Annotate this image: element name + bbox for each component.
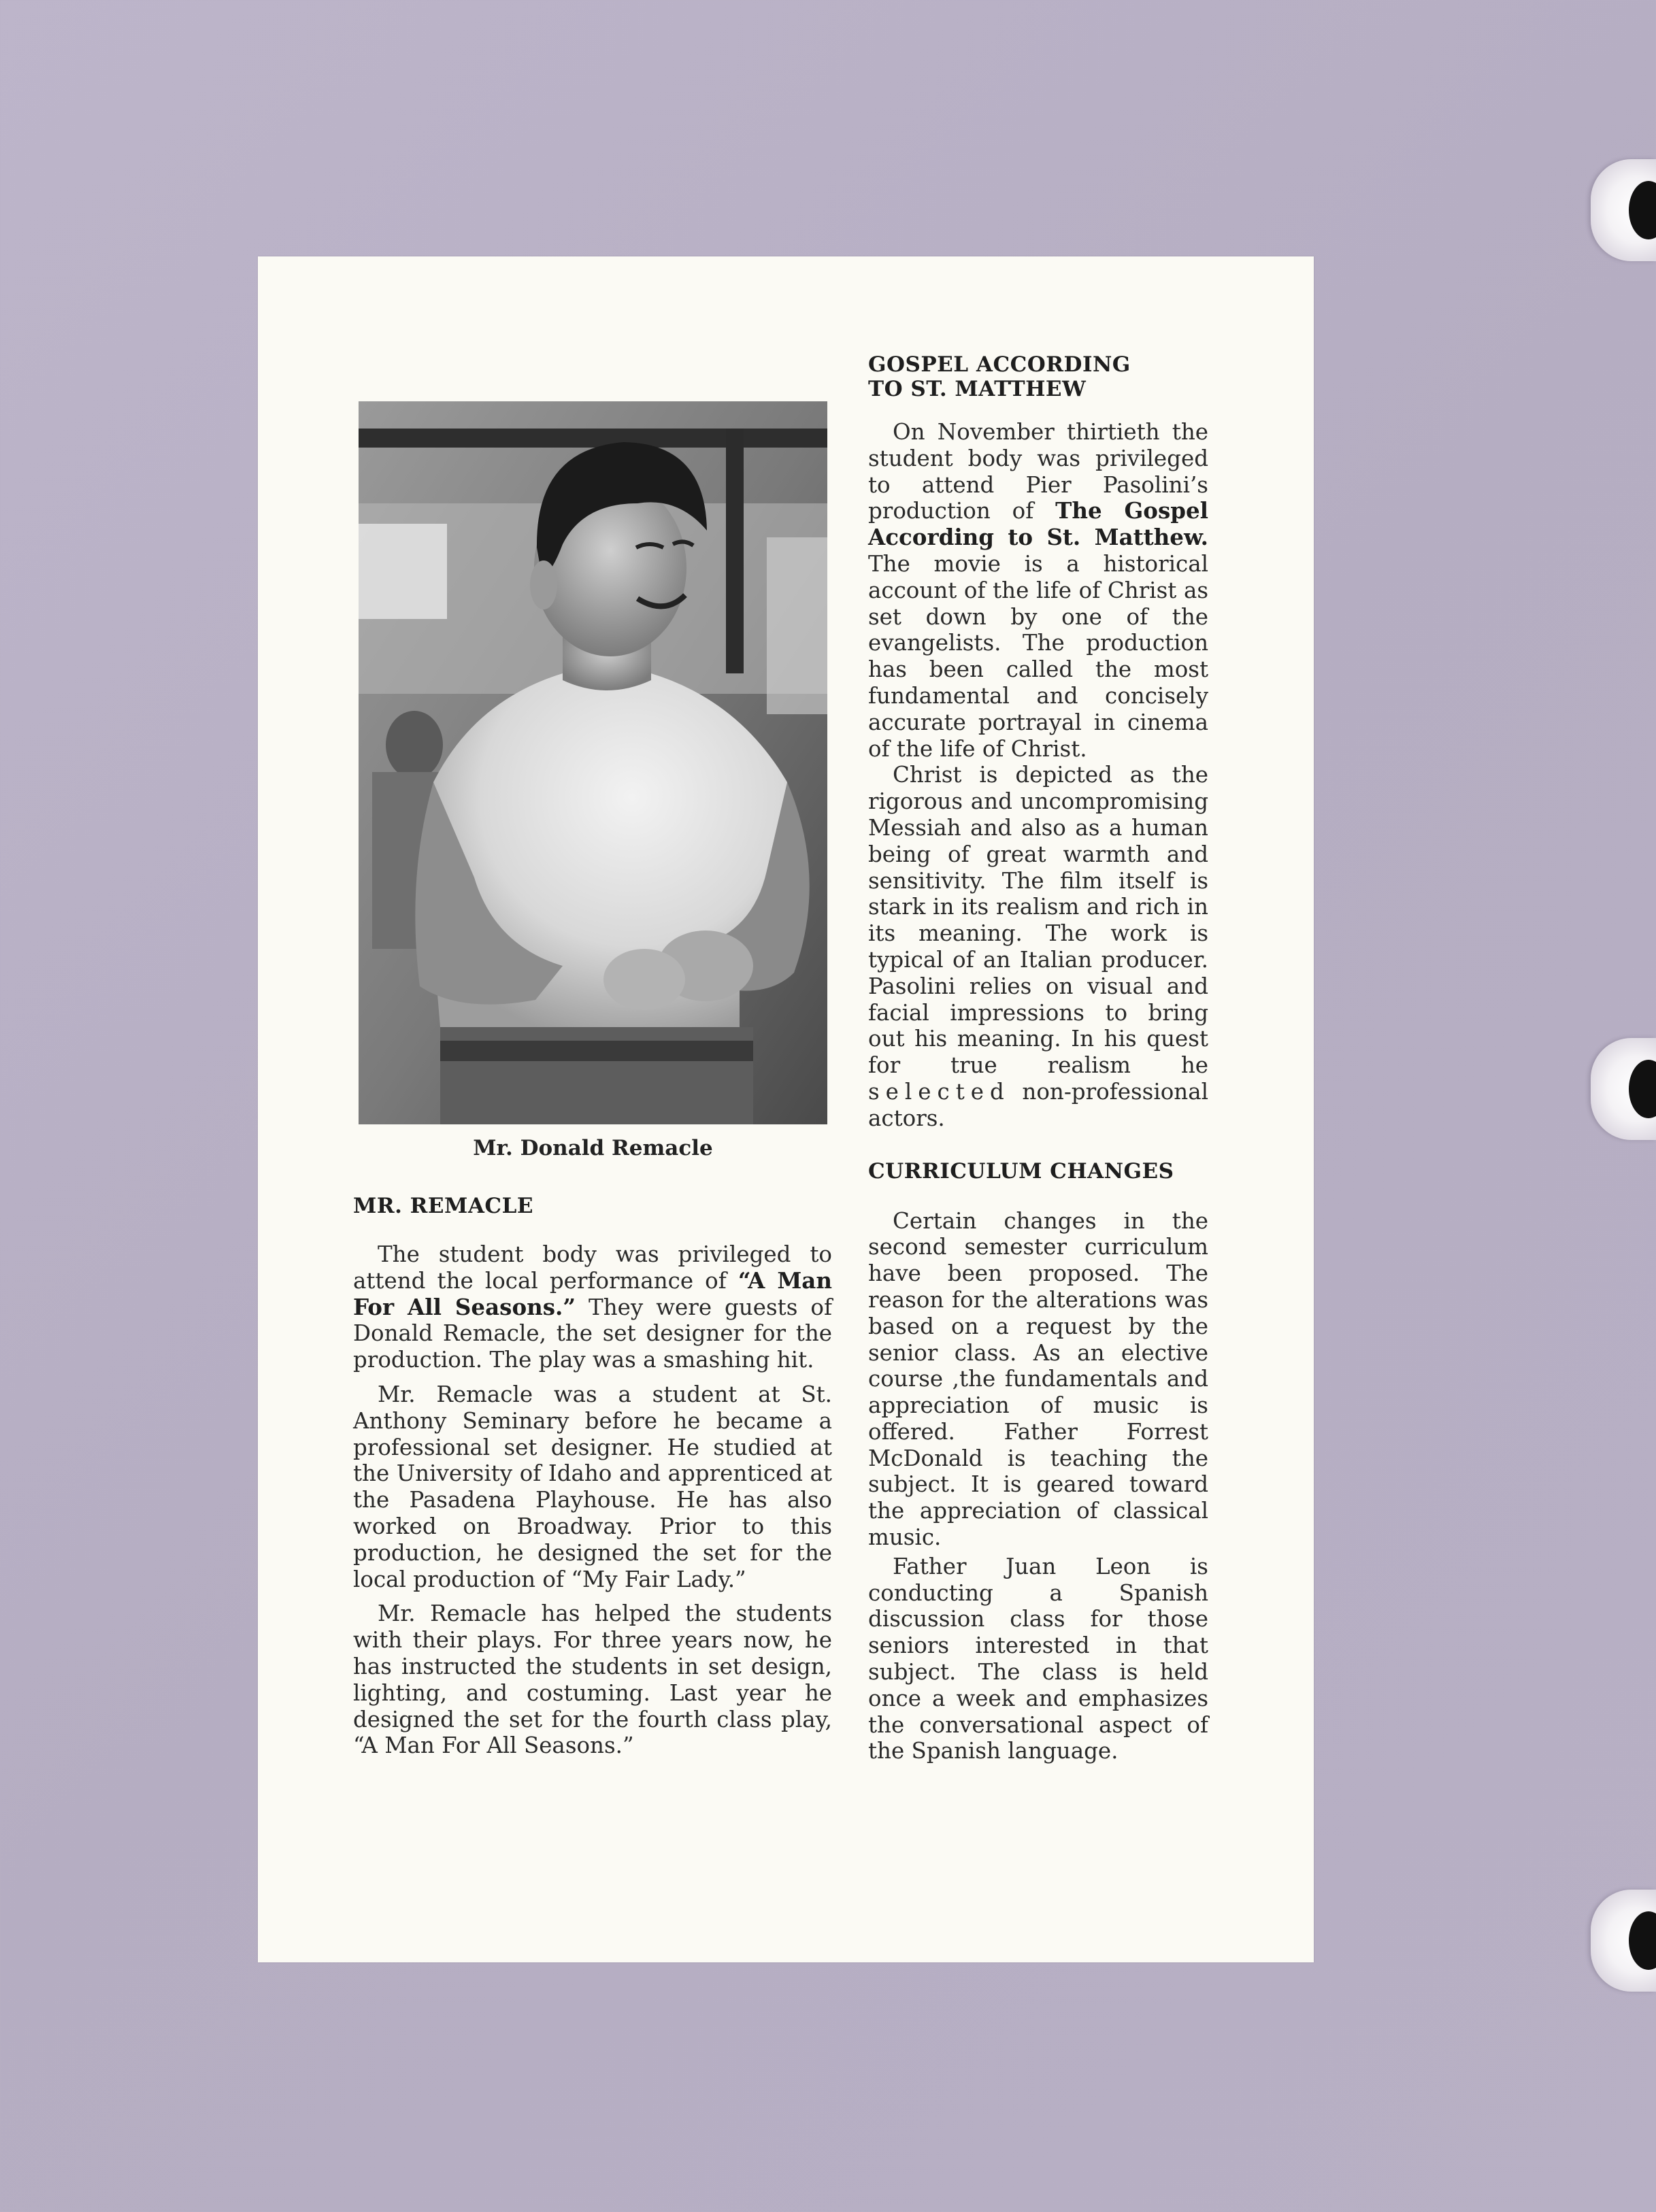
binder-hole-middle bbox=[1591, 1038, 1656, 1140]
left-column bbox=[353, 1194, 832, 1759]
photo-caption: Mr. Donald Remacle bbox=[473, 1136, 713, 1160]
curriculum-paragraph-1: Certain changes in the second semester curriculum have been proposed. The reason for the alterations was based on a request by the senior class. As an elective course ,the fundamentals and appreciation of music is offered. Father Forrest McDonald is teaching the subject. It is geared toward the appreciation of classical music. bbox=[868, 1207, 1208, 1551]
gospel-paragraph-2-text-b: non-professional actors. bbox=[868, 1078, 1208, 1131]
remacle-paragraph-3: Mr. Remacle has helped the students with their plays. For three years now, he has instructed the students in set design, lighting, and costuming. Last year he designed the set for the fourth class play, “A Man For All Seasons.” bbox=[353, 1601, 832, 1759]
section-heading-gospel bbox=[868, 352, 1208, 401]
binder-hole-bottom bbox=[1591, 1890, 1656, 1992]
binder-hole-shadow bbox=[1629, 1060, 1656, 1118]
remacle-paragraph-2: Mr. Remacle was a student at St. Anthony Seminary before he became a professional set designer. He studied at the University of Idaho and apprenticed at the Pasadena Playhouse. He has also worked on Broadway. Prior to this production, he designed the set for the local production of “My Fair Lady.” bbox=[353, 1381, 832, 1592]
remacle-paragraph-1-text-a: The student body was privileged to attend the local performance of bbox=[353, 1241, 832, 1294]
play-title-bold: “A Man For All Seasons.” bbox=[353, 1267, 832, 1320]
gospel-heading-line-1: GOSPEL ACCORDING bbox=[868, 352, 1131, 377]
binder-hole-top bbox=[1591, 159, 1656, 261]
curriculum-paragraph-2: Father Juan Leon is conducting a Spanish discussion class for those seniors interested in that subject. The class is held once a week and emphasizes the conversational aspect of the Spanish language. bbox=[868, 1553, 1208, 1764]
gospel-paragraph-1-text-a: On November thirtieth the student body was privileged to attend Pier Pasolini’s production of bbox=[868, 419, 1208, 524]
portrait-photo bbox=[359, 401, 827, 1124]
remacle-paragraph-1-text-b: They were guests of Donald Remacle, the set designer for the production. The play was a smashing hit. bbox=[353, 1294, 832, 1373]
film-title-bold: The Gospel According to St. Matthew. bbox=[868, 497, 1208, 551]
gospel-heading-line-2: TO ST. MATTHEW bbox=[868, 377, 1087, 401]
right-column bbox=[868, 352, 1208, 1764]
section-heading-curriculum: CURRICULUM CHANGES bbox=[868, 1158, 1174, 1184]
binder-hole-shadow bbox=[1629, 1911, 1656, 1970]
gospel-paragraph-2-text-a: Christ is depicted as the rigorous and uncompromising Messiah and also as a human being of great warmth and sensitivity. The film itself is stark in its realism and rich in its meaning. The work is typical of an Italian producer. Pasolini relies on visual and facial impressions to bring out his meaning. In his quest for true realism he bbox=[868, 762, 1208, 1079]
spaced-word-selected: selected bbox=[868, 1078, 1010, 1105]
gospel-paragraph-1 bbox=[868, 419, 1208, 762]
binder-hole-shadow bbox=[1629, 181, 1656, 239]
gospel-paragraph-2 bbox=[868, 762, 1208, 1131]
remacle-paragraph-1 bbox=[353, 1241, 832, 1373]
gospel-paragraph-1-text-b: The movie is a historical account of the life of Christ as set down by one of the evangelists. The production has been called the most fundamental and concisely accurate portrayal in cinema of the life of Christ. bbox=[868, 550, 1208, 762]
section-heading-remacle: MR. REMACLE bbox=[353, 1194, 534, 1218]
